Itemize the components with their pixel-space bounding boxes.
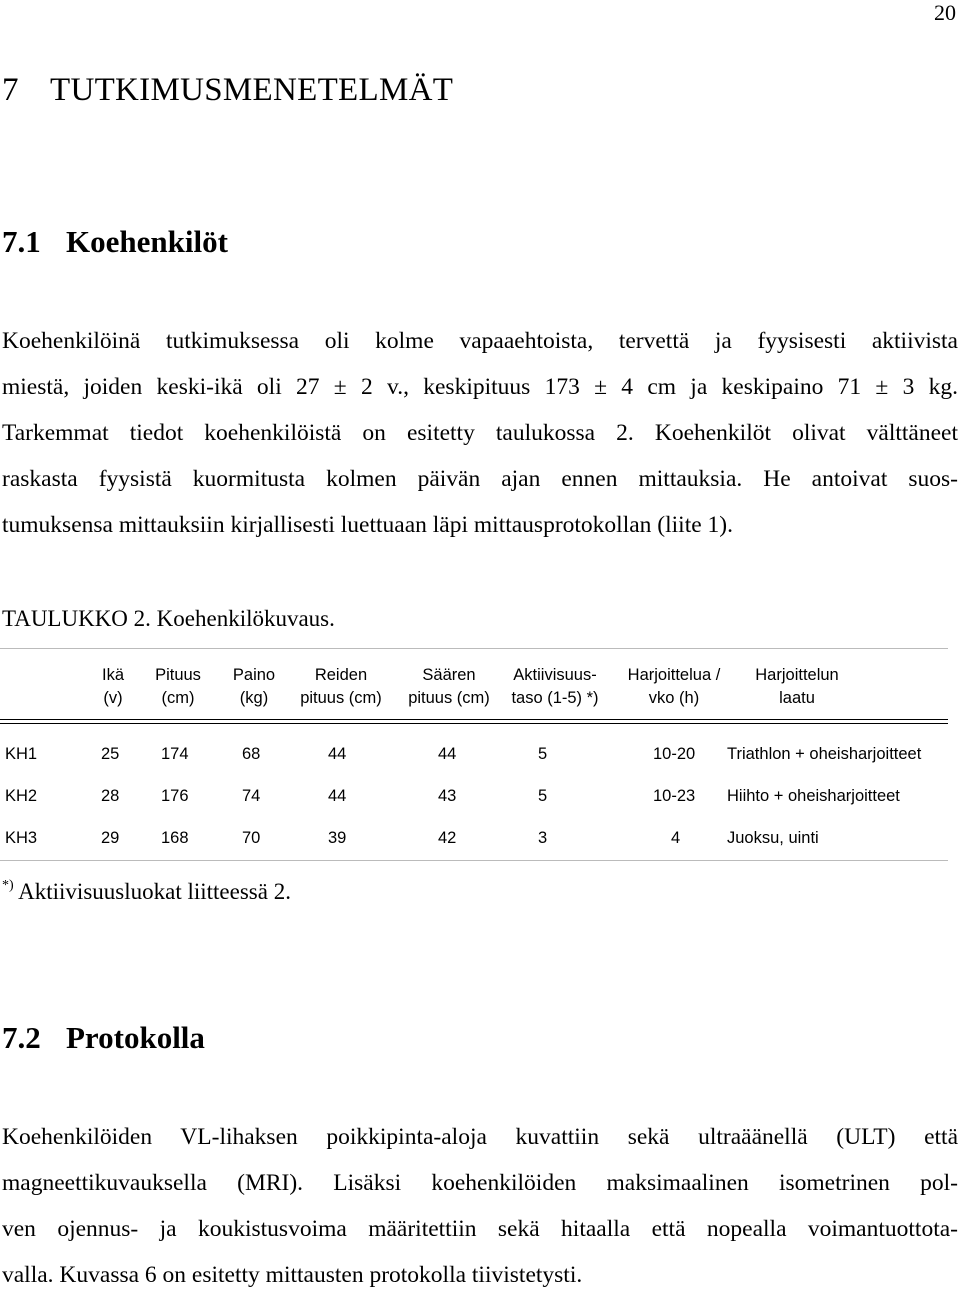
table-header-training-hours <box>612 664 736 710</box>
table-cell: 10-23 <box>653 787 696 805</box>
table-header-weight <box>224 664 284 710</box>
table-cell: 44 <box>328 787 347 805</box>
table-cell-subject: KH2 <box>5 787 38 805</box>
header-line: laatu <box>779 689 815 707</box>
paragraph-line: Koehenkilöinä tutkimuksessa oli kolme vapaaehtoista, tervettä ja fyysisesti aktiivista <box>2 328 958 354</box>
table-caption: TAULUKKO 2. Koehenkilökuvaus. <box>2 606 335 631</box>
table-cell: 176 <box>161 787 189 805</box>
header-line: Harjoittelua / <box>627 666 721 684</box>
table-cell: 42 <box>438 829 457 847</box>
table-header-age <box>93 664 133 710</box>
chapter-title: TUTKIMUSMENETELMÄT <box>50 72 454 108</box>
table-header-double-rule <box>0 719 948 724</box>
header-line: Aktiivisuus- <box>513 666 597 684</box>
table-cell: 5 <box>538 787 548 805</box>
paragraph-line: Tarkemmat tiedot koehenkilöistä on esitetty taulukossa 2. Koehenkilöt olivat välttäneet <box>2 420 958 446</box>
table-top-rule <box>0 648 948 649</box>
header-line: Paino <box>232 666 276 684</box>
section-7-1-paragraph <box>2 318 958 548</box>
footnote-mark: *) <box>2 878 14 893</box>
section-heading-7-1 <box>2 224 228 260</box>
table-bottom-rule <box>0 860 948 861</box>
header-line: vko (h) <box>648 689 700 707</box>
chapter-number: 7 <box>2 72 19 108</box>
table-cell: 29 <box>101 829 120 847</box>
table-cell: 39 <box>328 829 347 847</box>
paragraph-line: miestä, joiden keski-ikä oli 27 ± 2 v., keskipituus 173 ± 4 cm ja keskipaino 71 ± 3 kg. <box>2 374 958 400</box>
table-footnote <box>2 878 291 905</box>
section-title: Koehenkilöt <box>66 224 228 259</box>
section-number: 7.1 <box>2 224 41 259</box>
chapter-heading <box>2 72 453 109</box>
header-line: Harjoittelun <box>755 666 839 684</box>
header-line: (kg) <box>239 689 269 707</box>
table-cell: Juoksu, uinti <box>727 829 819 847</box>
table-cell: 74 <box>242 787 261 805</box>
table-cell: 168 <box>161 829 189 847</box>
section-title: Protokolla <box>66 1020 205 1055</box>
header-line: Reiden <box>314 666 368 684</box>
table-cell: Triathlon + oheisharjoitteet <box>727 745 922 763</box>
table-cell: 70 <box>242 829 261 847</box>
table-header-thigh-length <box>288 664 394 710</box>
table-cell: 28 <box>101 787 120 805</box>
header-line: (v) <box>103 689 123 707</box>
section-7-2-paragraph <box>2 1114 958 1298</box>
table-cell: 68 <box>242 745 261 763</box>
header-line: Säären <box>422 666 476 684</box>
footnote-text: Aktiivisuusluokat liitteessä 2. <box>13 879 291 904</box>
table-cell: 44 <box>328 745 347 763</box>
table-cell: 43 <box>438 787 457 805</box>
section-heading-7-2 <box>2 1020 205 1056</box>
header-line: (cm) <box>161 689 195 707</box>
table-cell: 5 <box>538 745 548 763</box>
header-line: pituus (cm) <box>300 689 382 707</box>
table-cell: 25 <box>101 745 120 763</box>
table-header-activity-level <box>500 664 610 710</box>
table-header-height <box>145 664 211 710</box>
table-cell-subject: KH3 <box>5 829 38 847</box>
paragraph-line: magneettikuvauksella (MRI). Lisäksi koehenkilöiden maksimaalinen isometrinen pol- <box>2 1170 958 1196</box>
table-header-shin-length <box>396 664 502 710</box>
paragraph-line: raskasta fyysistä kuormitusta kolmen päivän ajan ennen mittauksia. He antoivat suos- <box>2 466 958 492</box>
paragraph-line: tumuksensa mittauksiin kirjallisesti luettuaan läpi mittausprotokollan (liite 1). <box>2 512 733 538</box>
table-cell: 44 <box>438 745 457 763</box>
header-line: taso (1-5) *) <box>511 689 599 707</box>
paragraph-line: Koehenkilöiden VL-lihaksen poikkipinta-aloja kuvattiin sekä ultraäänellä (ULT) että <box>2 1124 958 1150</box>
page-number: 20 <box>934 0 956 25</box>
table-cell: 10-20 <box>653 745 696 763</box>
table-cell: 4 <box>671 829 681 847</box>
paragraph-line: valla. Kuvassa 6 on esitetty mittausten protokolla tiivistetysti. <box>2 1262 583 1288</box>
table-cell: 3 <box>538 829 548 847</box>
table-cell: 174 <box>161 745 189 763</box>
table-cell-subject: KH1 <box>5 745 38 763</box>
table-header-training-type <box>742 664 852 710</box>
table-cell: Hiihto + oheisharjoitteet <box>727 787 900 805</box>
header-line: Pituus <box>155 666 201 684</box>
header-line: pituus (cm) <box>408 689 490 707</box>
header-line: Ikä <box>101 666 124 684</box>
section-number: 7.2 <box>2 1020 41 1055</box>
paragraph-line: ven ojennus- ja koukistusvoima määritettiin sekä hitaalla että nopealla voimantuottota- <box>2 1216 958 1242</box>
